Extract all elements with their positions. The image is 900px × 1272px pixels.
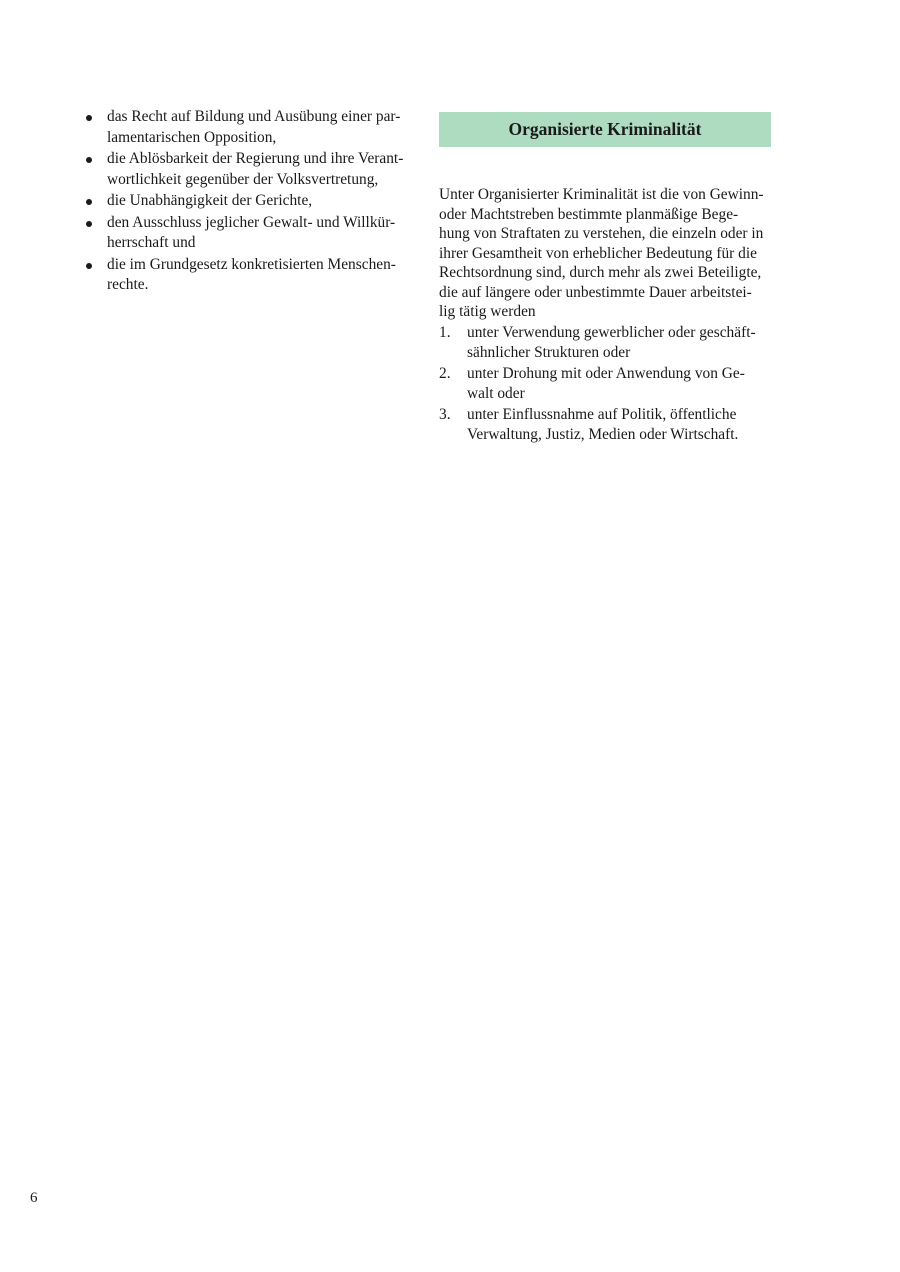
numbered-item-line: sähnlicher Strukturen oder <box>467 343 631 361</box>
page-number: 6 <box>30 1190 38 1206</box>
paragraph-line: Unter Organisierter Kriminalität ist die von Gewinn- <box>439 186 764 203</box>
list-item-line: rechte. <box>107 276 149 293</box>
list-item <box>84 213 417 254</box>
numbered-item-line: Verwaltung, Justiz, Medien oder Wirtschaft. <box>467 425 739 443</box>
list-item-line: die Unabhängigkeit der Gerichte, <box>107 192 313 209</box>
list-item-line: die Ablösbarkeit der Regierung und ihre Verant- <box>107 150 404 167</box>
bullet-icon <box>86 199 92 205</box>
section-heading-box <box>439 112 771 147</box>
paragraph-line: lig tätig werden <box>439 303 536 320</box>
list-item-line: herrschaft und <box>107 234 196 251</box>
numbered-list <box>439 323 771 445</box>
list-item-line: die im Grundgesetz konkretisierten Menschen- <box>107 255 396 273</box>
numbered-item-line: unter Drohung mit oder Anwendung von Ge- <box>467 364 745 382</box>
numbered-item-line: unter Einflussnahme auf Politik, öffentliche <box>467 405 737 423</box>
bullet-icon <box>86 221 92 227</box>
section-heading: Organisierte Kriminalität <box>508 119 702 139</box>
list-item <box>84 107 417 148</box>
paragraph-line: Rechtsordnung sind, durch mehr als zwei Beteiligte, <box>439 264 762 281</box>
paragraph-line: die auf längere oder unbestimmte Dauer arbeitstei- <box>439 283 752 301</box>
item-number: 2. <box>439 364 451 382</box>
paragraph-line: ihrer Gesamtheit von erheblicher Bedeutung für die <box>439 244 757 262</box>
item-number: 1. <box>439 323 451 341</box>
list-item <box>84 255 417 296</box>
right-column <box>439 112 771 446</box>
list-item-line: den Ausschluss jeglicher Gewalt- und Willkür- <box>107 213 396 231</box>
list-item <box>84 191 417 212</box>
paragraph-line: hung von Straftaten zu verstehen, die einzeln oder in <box>439 225 764 242</box>
list-item-line: das Recht auf Bildung und Ausübung einer par- <box>107 108 401 125</box>
paragraph-line: oder Machtstreben bestimmte planmäßige Bege- <box>439 205 739 223</box>
numbered-item <box>439 323 771 363</box>
list-item-line: lamentarischen Opposition, <box>107 128 277 146</box>
bullet-icon <box>86 157 92 163</box>
numbered-item <box>439 405 771 445</box>
list-item <box>84 149 417 190</box>
numbered-item-line: walt oder <box>467 384 525 402</box>
left-column <box>84 107 417 297</box>
bullet-icon <box>86 263 92 269</box>
numbered-item-line: unter Verwendung gewerblicher oder geschäft- <box>467 323 756 341</box>
item-number: 3. <box>439 405 451 423</box>
bullet-icon <box>86 115 92 121</box>
bullet-list <box>84 107 417 296</box>
definition-paragraph <box>439 185 771 322</box>
numbered-item <box>439 364 771 404</box>
list-item-line: wortlichkeit gegenüber der Volksvertretung, <box>107 170 379 188</box>
